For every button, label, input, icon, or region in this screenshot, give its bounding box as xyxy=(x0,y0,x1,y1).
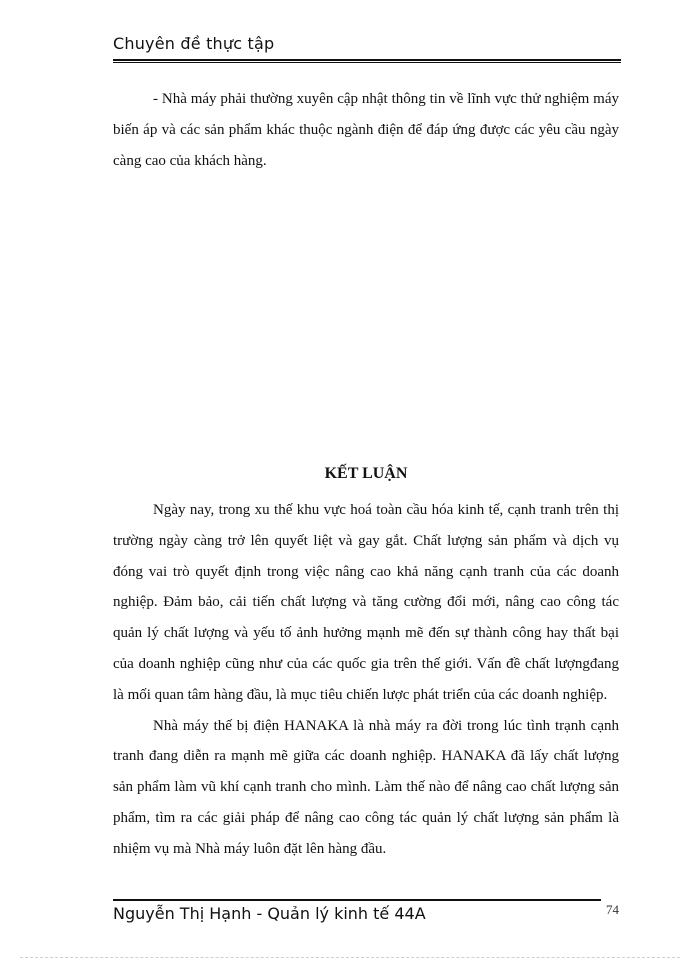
page-number: 74 xyxy=(606,902,619,917)
conclusion-paragraph-1: Ngày nay, trong xu thế khu vực hoá toàn cầu hóa kinh tế, cạnh tranh trên thị trường ngày càng trở lên quyết liệt và gay gắt. Chất lượng sản phẩm và dịch vụ đóng vai trò quyết định trong việc nâng cao khả năng cạnh tranh của các doanh nghiệp. Đảm bảo, cải tiến chất lượng và tăng cường đổi mới, nâng cao công tác quản lý chất lượng và yếu tố ảnh hưởng mạnh mẽ đến sự thành công hay thất bại của doanh nghiệp cũng như của các quốc gia trên thế giới. Vấn đề chất lượngđang là mối quan tâm hàng đầu, là mục tiêu chiến lược phát triển của các doanh nghiệp. xyxy=(113,502,619,703)
header-rule-thin xyxy=(113,62,621,63)
conclusion-section xyxy=(113,495,619,865)
conclusion-title: KẾT LUẬN xyxy=(324,465,408,482)
header-rule xyxy=(113,59,621,61)
footer-rule xyxy=(113,899,601,901)
intro-paragraph: - Nhà máy phải thường xuyên cập nhật thông tin về lĩnh vực thử nghiệm máy biến áp và các sản phẩm khác thuộc ngành điện để đáp ứng được các yêu cầu ngày càng cao của khách hàng. xyxy=(113,91,619,169)
header-title: Chuyên đề thực tập xyxy=(113,34,275,53)
intro-section xyxy=(113,84,619,176)
footer-author: Nguyễn Thị Hạnh - Quản lý kinh tế 44A xyxy=(113,904,426,923)
conclusion-paragraph-2: Nhà máy thế bị điện HANAKA là nhà máy ra đời trong lúc tình trạnh cạnh tranh đang diễn ra mạnh mẽ giữa các doanh nghiệp. HANAKA đã lấy chất lượng sản phẩm làm vũ khí cạnh tranh cho mình. Làm thế nào để nâng cao chất lượng sản phẩm, tìm ra các giải pháp để nâng cao công tác quản lý chất lượng sản phẩm là nhiệm vụ mà Nhà máy luôn đặt lên hàng đầu. xyxy=(113,717,619,857)
page-bottom-divider xyxy=(20,957,680,958)
